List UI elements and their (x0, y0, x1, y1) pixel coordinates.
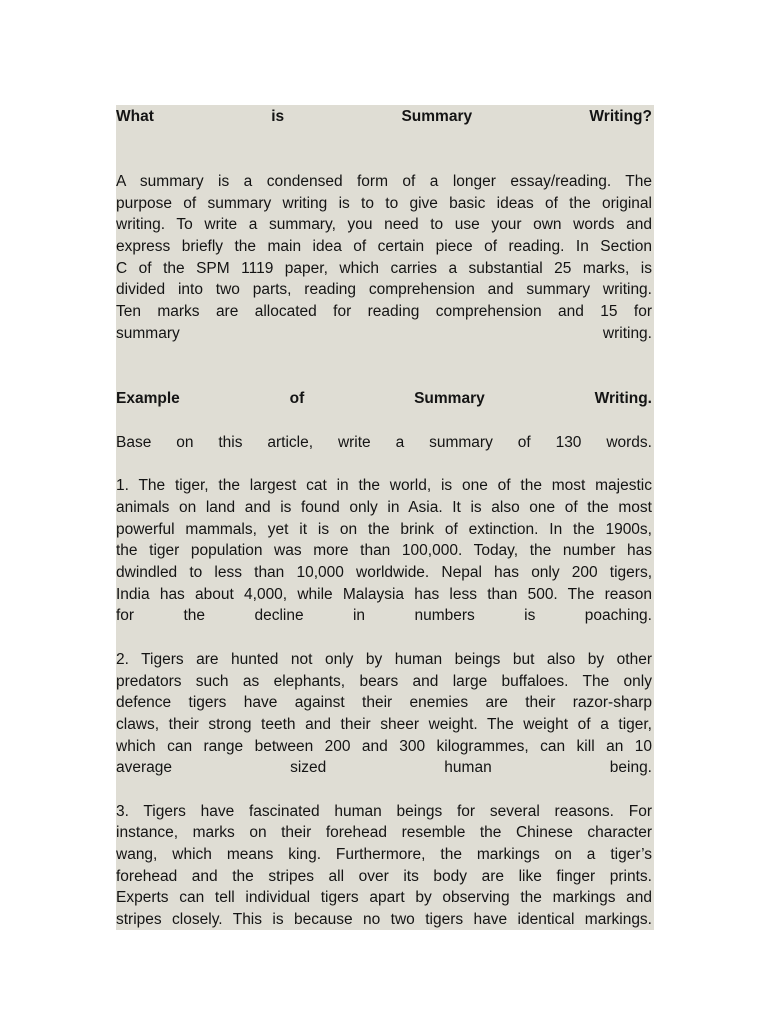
intro-line: Ten marks are allocated for reading comprehension and 15 for (116, 303, 652, 320)
paragraph-1-line: India has about 4,000, while Malaysia has less than 500. The reason (116, 586, 652, 603)
instruction-line: Base on this article, write a summary of 130 words. (116, 434, 652, 451)
heading-example-of-summary-writing: Example of Summary Writing. (116, 390, 652, 407)
intro-line: express briefly the main idea of certain piece of reading. In Section (116, 238, 652, 255)
paragraph-2-line: which can range between 200 and 300 kilogrammes, can kill an 10 (116, 738, 652, 755)
paragraph-1-line: animals on land and is found only in Asia. It is also one of the most (116, 499, 652, 516)
paragraph-1-line: dwindled to less than 10,000 worldwide. Nepal has only 200 tigers, (116, 564, 652, 581)
paragraph-1-line: powerful mammals, yet it is on the brink of extinction. In the 1900s, (116, 521, 652, 538)
paragraph-1-line: 1. The tiger, the largest cat in the world, is one of the most majestic (116, 477, 652, 494)
paragraph-3-line: instance, marks on their forehead resemble the Chinese character (116, 824, 652, 841)
paragraph-2-line: claws, their strong teeth and their sheer weight. The weight of a tiger, (116, 716, 652, 733)
paragraph-3-line: wang, which means king. Furthermore, the markings on a tiger’s (116, 846, 652, 863)
intro-line: A summary is a condensed form of a longer essay/reading. The (116, 173, 652, 190)
heading-what-is-summary-writing: What is Summary Writing? (116, 108, 652, 125)
paragraph-2-line: predators such as elephants, bears and large buffaloes. The only (116, 673, 652, 690)
paragraph-2-line: 2. Tigers are hunted not only by human beings but also by other (116, 651, 652, 668)
intro-line: divided into two parts, reading comprehension and summary writing. (116, 281, 652, 298)
intro-line: purpose of summary writing is to to give basic ideas of the original (116, 195, 652, 212)
paragraph-1-line: for the decline in numbers is poaching. (116, 607, 652, 624)
paragraph-1-line: the tiger population was more than 100,000. Today, the number has (116, 542, 652, 559)
document-text-block (116, 105, 654, 930)
paragraph-3-line: 3. Tigers have fascinated human beings for several reasons. For (116, 803, 652, 820)
paragraph-3-line: Experts can tell individual tigers apart by observing the markings and (116, 889, 652, 906)
paragraph-3-line: stripes closely. This is because no two tigers have identical markings. (116, 911, 652, 928)
paragraph-3-line: forehead and the stripes all over its body are like finger prints. (116, 868, 652, 885)
paragraph-2-line: defence tigers have against their enemies are their razor-sharp (116, 694, 652, 711)
intro-line: C of the SPM 1119 paper, which carries a substantial 25 marks, is (116, 260, 652, 277)
intro-line: writing. To write a summary, you need to use your own words and (116, 216, 652, 233)
intro-line: summary writing. (116, 325, 652, 342)
paragraph-2-line: average sized human being. (116, 759, 652, 776)
